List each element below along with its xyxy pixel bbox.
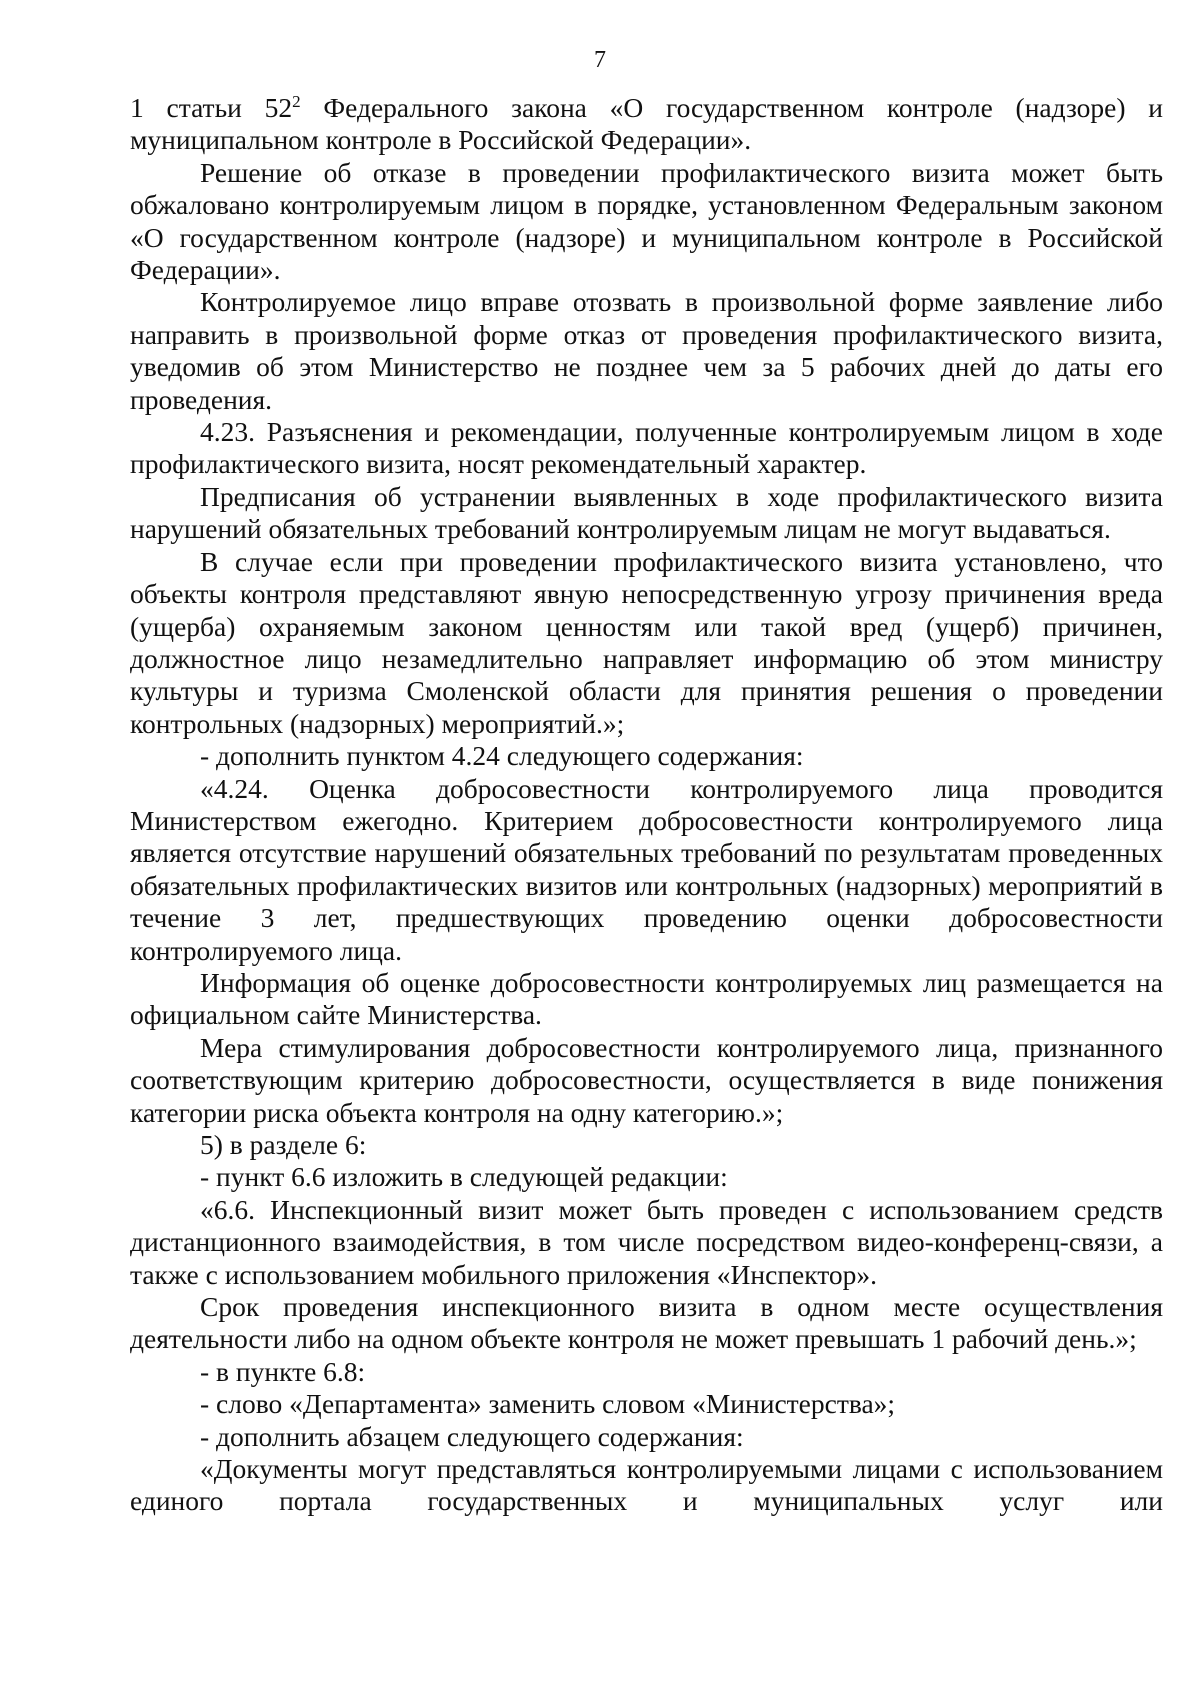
paragraph: Контролируемое лицо вправе отозвать в произвольной форме заявление либо направить в произвольной форме отказ от проведения профилактического визита, уведомив об этом Министерство не позднее чем за 5 рабочих дней до даты его проведения. — [130, 286, 1163, 415]
paragraph: Мера стимулирования добросовестности контролируемого лица, признанного соответствующим критерию добросовестности, осуществляется в виде понижения категории риска объекта контроля на одну категорию.»; — [130, 1031, 1163, 1128]
document-body — [130, 92, 1163, 1518]
superscript: 2 — [292, 91, 301, 111]
paragraph: - дополнить пунктом 4.24 следующего содержания: — [200, 740, 804, 772]
paragraph: Информация об оценке добросовестности контролируемых лиц размещается на официальном сайте Министерства. — [130, 966, 1163, 1031]
paragraph: 5) в разделе 6: — [200, 1129, 367, 1160]
paragraph: 4.23. Разъяснения и рекомендации, полученные контролируемым лицом в ходе профилактического визита, носят рекомендательный характер. — [130, 416, 1163, 480]
paragraph: В случае если при проведении профилактического визита установлено, что объекты контроля представляют явную непосредственную угрозу причинения вреда (ущерба) охраняемым законом ценностям или такой вред (ущерб) причинен, должностное лицо незамедлительно направляет информацию об этом министру культуры и туризма Смоленской области для принятия решения о проведении контрольных (надзорных) мероприятий.»; — [130, 545, 1163, 739]
paragraph: Предписания об устранении выявленных в ходе профилактического визита нарушений обязательных требований контролируемым лицам не могут выдаваться. — [130, 480, 1163, 545]
paragraph: «6.6. Инспекционный визит может быть проведен с использованием средств дистанционного взаимодействия, в том числе посредством видео-конференц-связи, а также с использованием мобильного приложения «Инспектор». — [130, 1193, 1163, 1290]
paragraph-text: Федерального закона «О государственном контроле (надзоре) и муниципальном контроле в Российской Федерации». — [130, 92, 1163, 156]
paragraph: Срок проведения инспекционного визита в одном месте осуществления деятельности либо на одном объекте контроля не может превышать 1 рабочий день.»; — [130, 1291, 1163, 1355]
paragraph-continuation — [130, 92, 1163, 157]
paragraph: Решение об отказе в проведении профилактического визита может быть обжаловано контролируемым лицом в порядке, установленном Федеральным законом «О государственном контроле (надзоре) и муниципальном контроле в Российской Федерации». — [130, 156, 1163, 286]
page-number: 7 — [594, 47, 606, 73]
paragraph: - в пункте 6.8: — [200, 1355, 366, 1387]
paragraph: «4.24. Оценка добросовестности контролируемого лица проводится Министерством ежегодно. Критерием добросовестности контролируемого лица является отсутствие нарушений обязательных требований по результатам проведенных обязательных профилактических визитов или контрольных (надзорных) мероприятий в течение 3 лет, предшествующих проведению оценки добросовестности контролируемого лица. — [130, 772, 1163, 966]
paragraph-text: 1 статьи 52 — [130, 92, 293, 123]
paragraph: «Документы могут представляться контролируемыми лицами с использованием единого портала государственных и муниципальных услуг или — [130, 1453, 1163, 1517]
paragraph: - пункт 6.6 изложить в следующей редакции: — [200, 1161, 728, 1193]
paragraph: - дополнить абзацем следующего содержания: — [200, 1420, 744, 1452]
paragraph: - слово «Департамента» заменить словом «Министерства»; — [200, 1388, 896, 1420]
